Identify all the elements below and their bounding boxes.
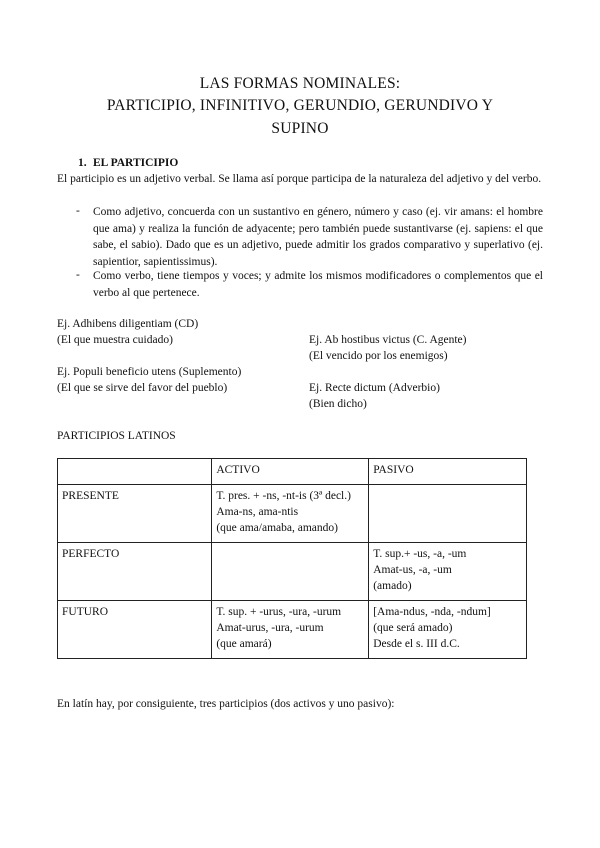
row-label: FUTURO	[58, 601, 212, 659]
example-translation: (Bien dicho)	[309, 398, 367, 410]
table-row	[58, 485, 527, 543]
cell-line: T. sup.+ -us, -a, -um	[373, 548, 467, 560]
bullet-marker: -	[76, 269, 80, 281]
table-row	[58, 601, 527, 659]
table-header-cell: ACTIVO	[212, 459, 369, 485]
bullet-item-adjective: Como adjetivo, concuerda con un sustantivo en género, número y caso (ej. vir amans: el hombre que ama) y realiza la función de adyacente; pero también puede sustantivarse (ej. sapiens: el que sabe, el sabio). Dado que es un adjetivo, puede admitir los grados comparativo y superlativo (ej. sapientior, sapientissimus).	[93, 206, 543, 268]
cell-line: Desde el s. III d.C.	[373, 638, 460, 650]
intro-paragraph: El participio es un adjetivo verbal. Se llama así porque participa de la naturaleza del adjetivo y del verbo.	[57, 173, 542, 185]
document-title-line-2: PARTICIPIO, INFINITIVO, GERUNDIO, GERUNDIVO Y	[106, 97, 494, 114]
example-latin: Ej. Ab hostibus victus (C. Agente)	[309, 334, 467, 346]
document-title-line-3: SUPINO	[271, 120, 329, 137]
cell-line: (que ama/amaba, amando)	[216, 522, 338, 534]
table-cell	[369, 601, 527, 659]
table-cell	[212, 601, 369, 659]
cell-line: (amado)	[373, 580, 412, 592]
table-cell	[369, 485, 527, 543]
table-header-cell: PASIVO	[369, 459, 527, 485]
cell-line: Amat-urus, -ura, -urum	[216, 622, 324, 634]
cell-line: [Ama-ndus, -nda, -ndum]	[373, 606, 491, 618]
cell-line: Ama-ns, ama-ntis	[216, 506, 299, 518]
example-latin: Ej. Recte dictum (Adverbio)	[309, 382, 440, 394]
example-latin: Ej. Adhibens diligentiam (CD)	[57, 318, 199, 330]
cell-line: T. pres. + -ns, -nt-is (3ª decl.)	[216, 490, 351, 502]
table-row	[58, 543, 527, 601]
bullet-marker: -	[76, 205, 80, 217]
example-latin: Ej. Populi beneficio utens (Suplemento)	[57, 366, 242, 378]
section-number: 1.	[78, 157, 87, 169]
cell-line: (que será amado)	[373, 622, 453, 634]
table-cell	[212, 543, 369, 601]
table-cell	[212, 485, 369, 543]
cell-line: Amat-us, -a, -um	[373, 564, 452, 576]
example-translation: (El que se sirve del favor del pueblo)	[57, 382, 228, 394]
example-translation: (El que muestra cuidado)	[57, 334, 173, 346]
cell-line: (que amará)	[216, 638, 272, 650]
cell-line: T. sup. + -urus, -ura, -urum	[216, 606, 342, 618]
table-caption: PARTICIPIOS LATINOS	[57, 430, 176, 442]
table-cell	[369, 543, 527, 601]
table-header-cell	[58, 459, 212, 485]
section-heading: EL PARTICIPIO	[93, 157, 179, 169]
example-translation: (El vencido por los enemigos)	[309, 350, 448, 362]
participles-table	[57, 458, 527, 659]
bullet-item-verb: Como verbo, tiene tiempos y voces; y admite los mismos modificadores o complementos que el verbo al que pertenece.	[93, 270, 543, 299]
row-label: PERFECTO	[58, 543, 212, 601]
table-header-row	[58, 459, 527, 485]
closing-sentence: En latín hay, por consiguiente, tres participios (dos activos y uno pasivo):	[57, 698, 395, 710]
document-title-line-1: LAS FORMAS NOMINALES:	[199, 75, 401, 92]
row-label: PRESENTE	[58, 485, 212, 543]
